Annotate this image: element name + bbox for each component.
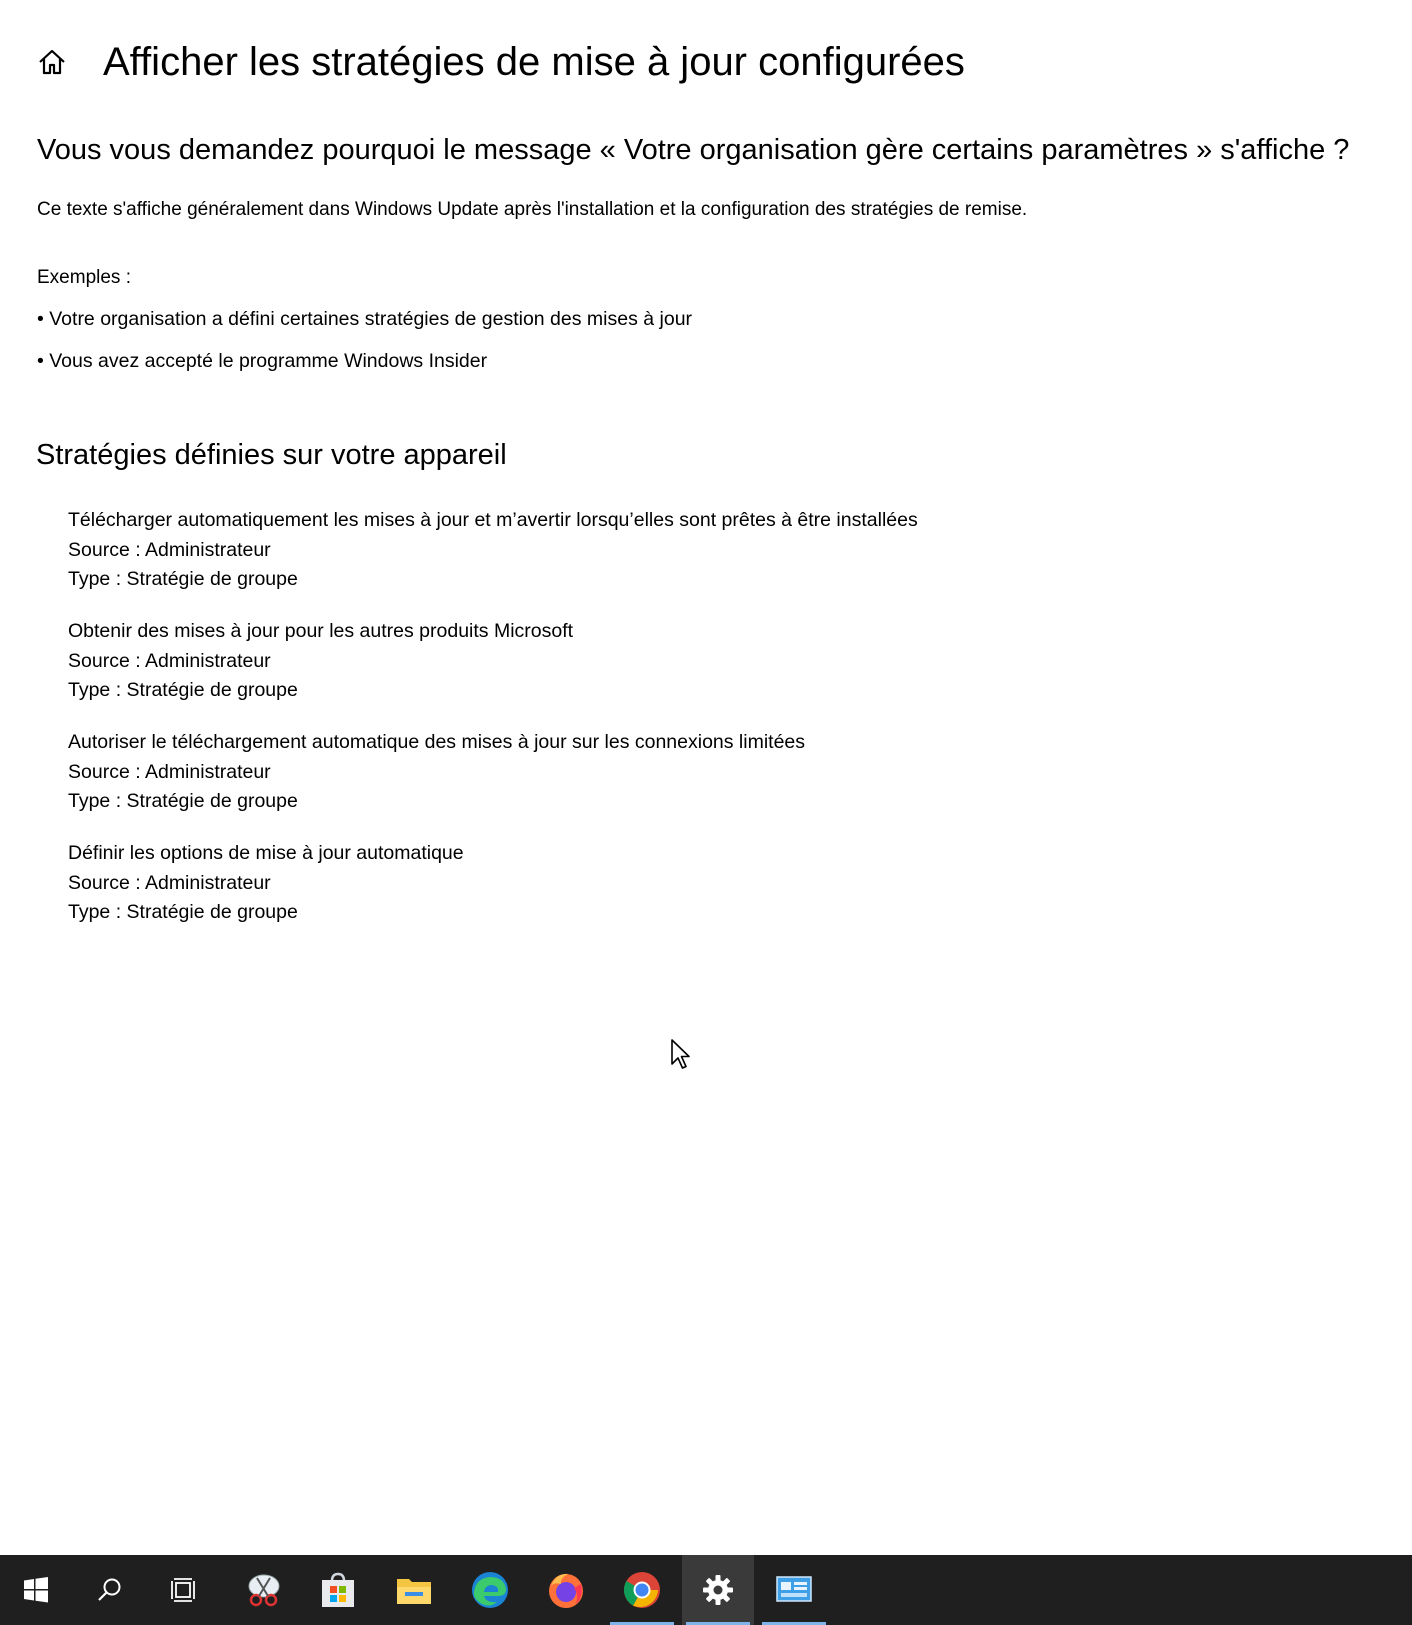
taskbar-app-file-explorer[interactable] <box>378 1555 450 1625</box>
policy-name: Définir les options de mise à jour automatique <box>68 842 464 864</box>
chrome-icon <box>622 1570 662 1610</box>
policy-item <box>68 506 918 595</box>
taskbar-app-firefox[interactable] <box>530 1555 602 1625</box>
policy-source: Source : Administrateur <box>68 760 271 783</box>
policy-name: Autoriser le téléchargement automatique des mises à jour sur les connexions limitées <box>68 731 806 753</box>
windows-start-button[interactable] <box>0 1555 72 1625</box>
example-item: • Vous avez accepté le programme Windows Insider <box>37 350 488 372</box>
policy-name: Obtenir des mises à jour pour les autres produits Microsoft <box>68 620 574 642</box>
home-icon[interactable] <box>34 44 70 80</box>
policy-name: Télécharger automatiquement les mises à jour et m’avertir lorsqu’elles sont prêtes à être installées <box>68 509 918 531</box>
search-button[interactable] <box>74 1555 146 1625</box>
policy-type: Type : Stratégie de groupe <box>68 679 298 701</box>
policy-type: Type : Stratégie de groupe <box>68 568 298 590</box>
taskbar-app-snipping-tool[interactable] <box>228 1555 300 1625</box>
snipping-tool-icon <box>244 1570 284 1610</box>
info-question-heading: Vous vous demandez pourquoi le message « Votre organisation gère certains paramètres » s'affiche ? <box>37 134 1350 166</box>
taskbar-app-store[interactable] <box>302 1555 374 1625</box>
taskbar <box>0 1555 1412 1625</box>
task-view-icon <box>169 1576 199 1604</box>
firefox-icon <box>546 1570 586 1610</box>
taskbar-app-control-panel[interactable] <box>758 1555 830 1625</box>
taskbar-app-edge[interactable] <box>454 1555 526 1625</box>
edge-icon <box>470 1570 510 1610</box>
policy-item <box>68 617 573 706</box>
task-view-button[interactable] <box>148 1555 220 1625</box>
policy-type: Type : Stratégie de groupe <box>68 901 298 923</box>
info-description: Ce texte s'affiche généralement dans Windows Update après l'installation et la configuration des stratégies de remise. <box>37 199 1028 220</box>
settings-gear-icon <box>701 1573 735 1607</box>
taskbar-app-chrome[interactable] <box>606 1555 678 1625</box>
policy-source: Source : Administrateur <box>68 649 271 672</box>
windows-start-icon <box>22 1576 50 1604</box>
page-title: Afficher les stratégies de mise à jour configurées <box>103 40 965 84</box>
policy-source: Source : Administrateur <box>68 538 271 561</box>
file-explorer-icon <box>395 1573 433 1607</box>
example-item: • Votre organisation a défini certaines stratégies de gestion des mises à jour <box>37 308 693 330</box>
policy-item <box>68 728 805 817</box>
control-panel-icon <box>775 1574 813 1606</box>
microsoft-store-icon <box>319 1571 357 1609</box>
page-header <box>0 36 1412 88</box>
taskbar-app-settings[interactable] <box>682 1555 754 1625</box>
policy-item <box>68 839 464 928</box>
policies-section-title: Stratégies définies sur votre appareil <box>36 439 507 471</box>
policy-type: Type : Stratégie de groupe <box>68 790 298 812</box>
policy-source: Source : Administrateur <box>68 871 271 894</box>
search-icon <box>96 1576 124 1604</box>
examples-label: Exemples : <box>37 267 131 288</box>
mouse-cursor-icon <box>670 1038 692 1072</box>
